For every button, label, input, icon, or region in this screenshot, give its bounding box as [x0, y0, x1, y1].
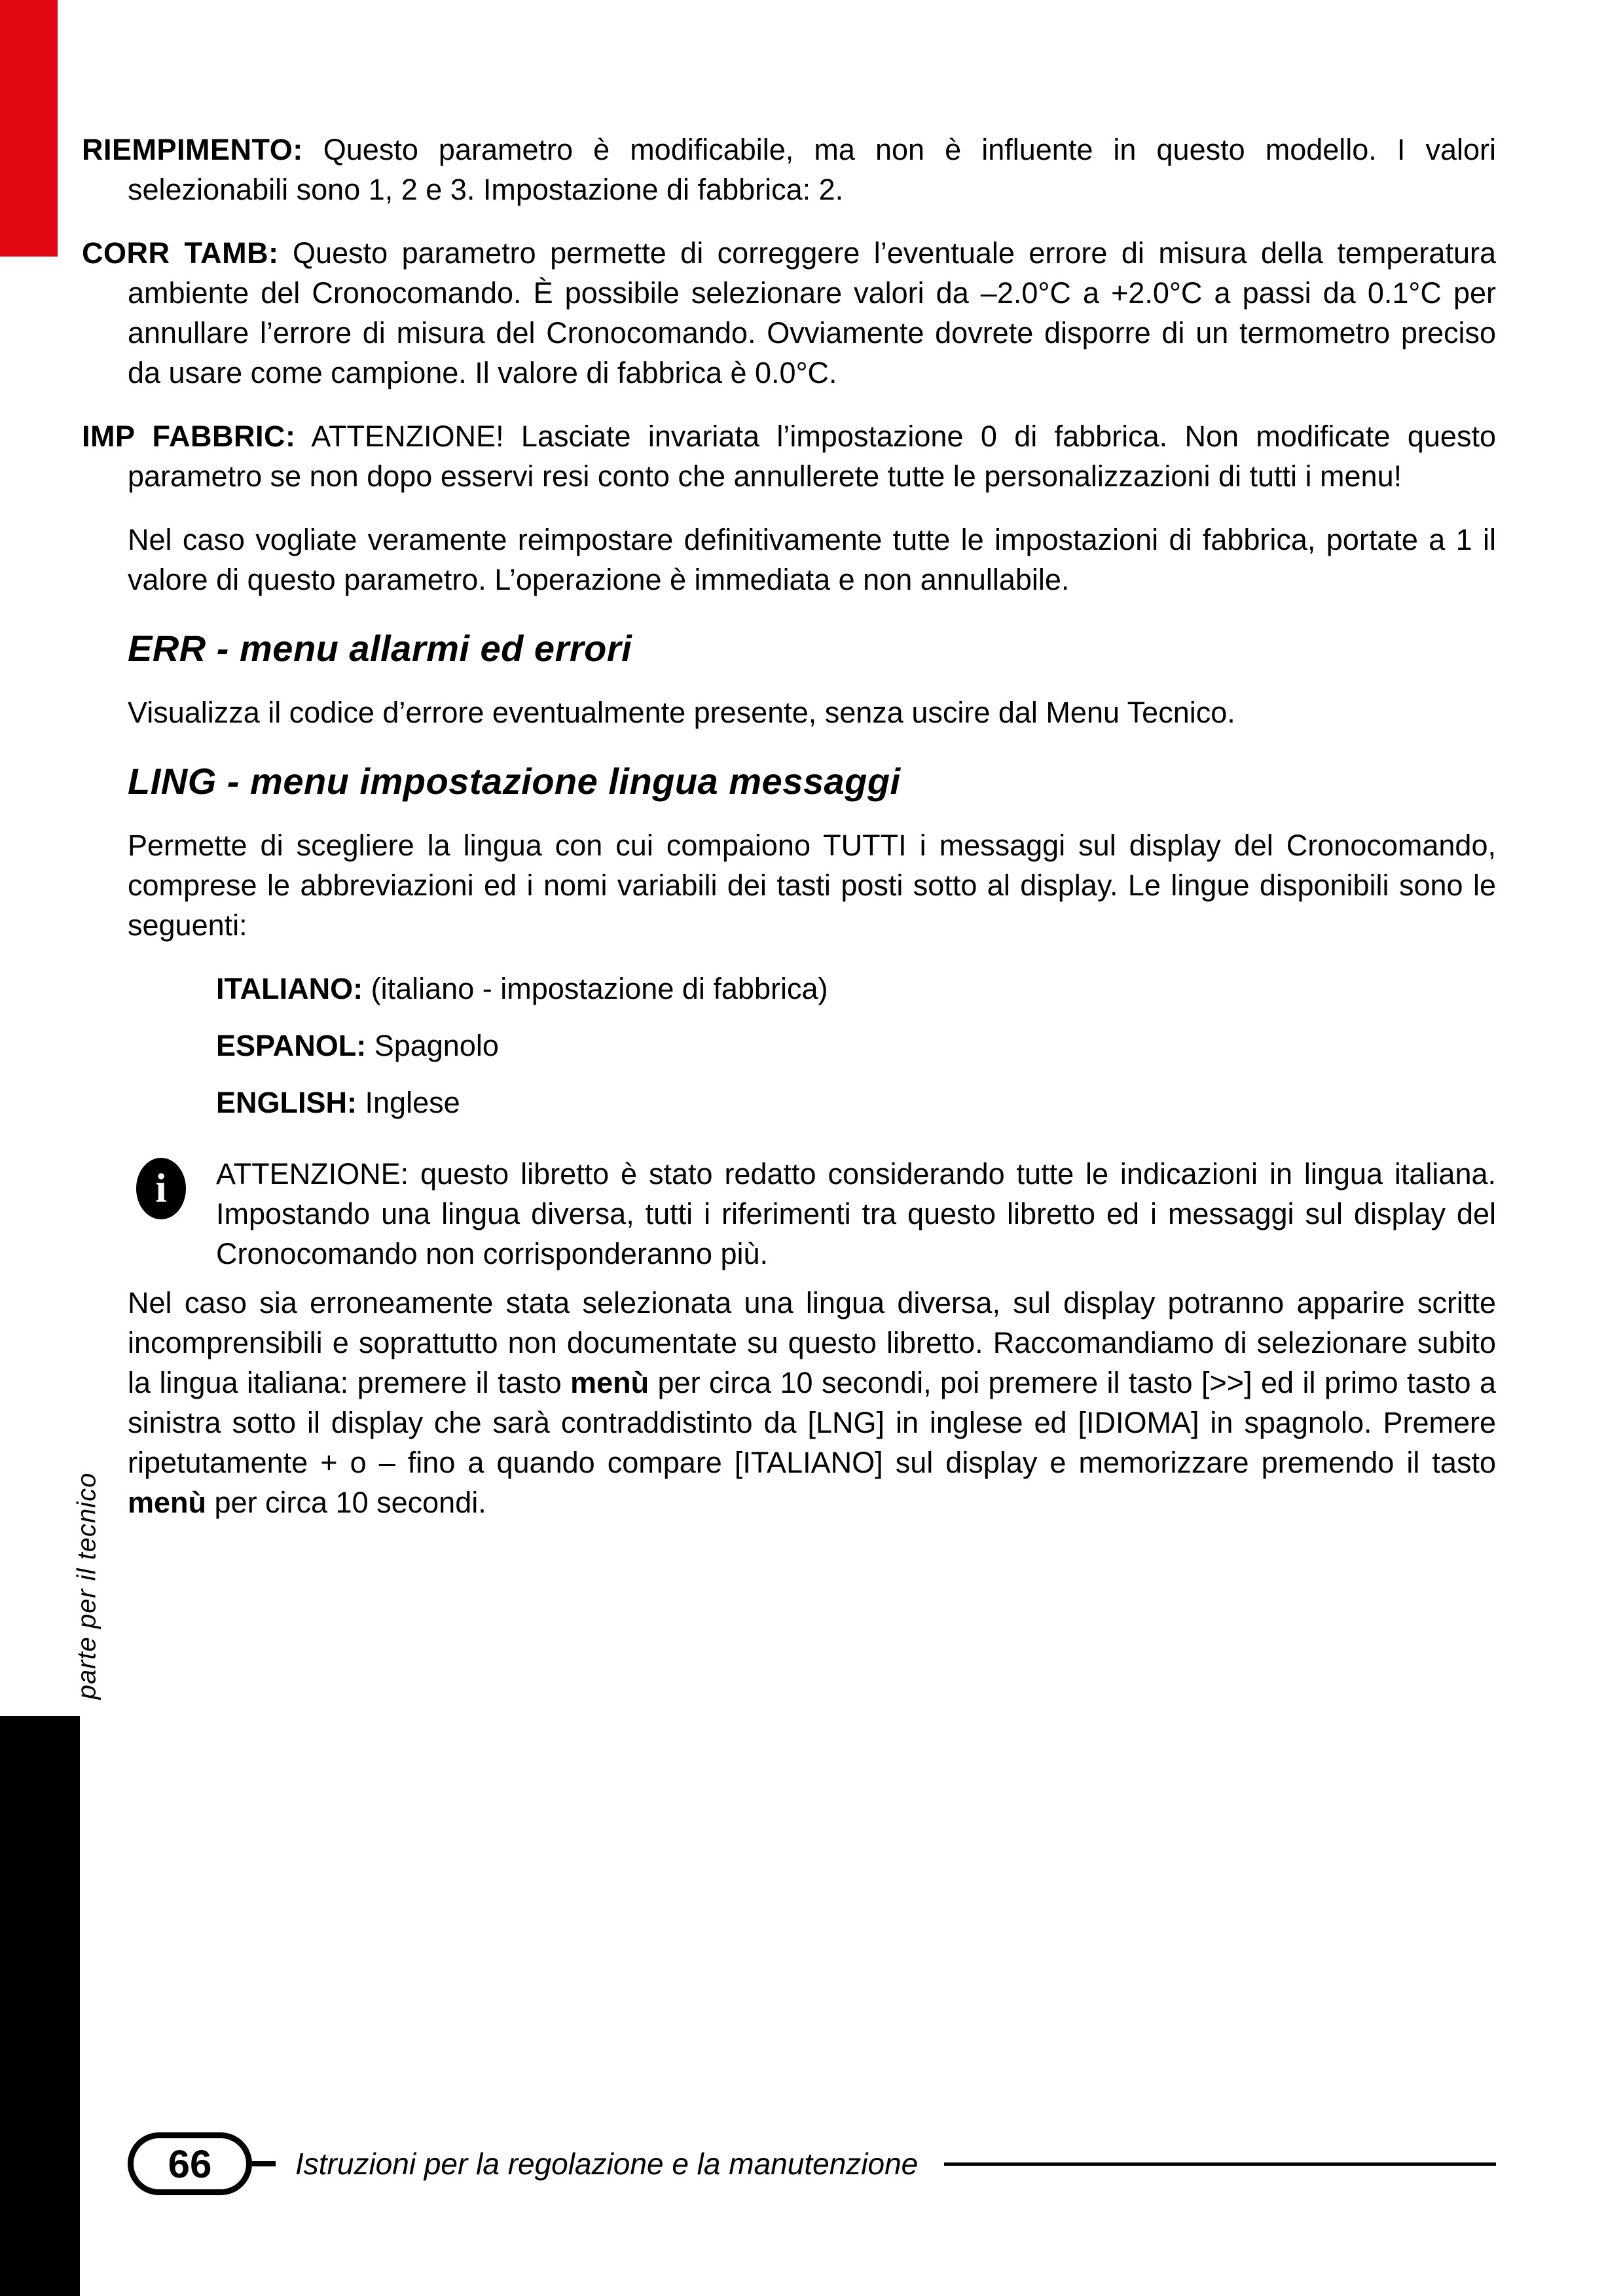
- attention-note-text: ATTENZIONE: questo libretto è stato redatto considerando tutte le indicazioni in lingua italiana. Impostando una lingua diversa, tutti i riferimenti tra questo libretto ed i messaggi sul display del Cronocomando non corrisponderanno più.: [216, 1157, 1496, 1270]
- section-body-err: Visualizza il codice d’errore eventualmente presente, senza uscire dal Menu Tecnico.: [128, 696, 1235, 729]
- page-body: [82, 130, 1496, 1546]
- menu-key-label: menù: [128, 1486, 207, 1519]
- language-item-english: [216, 1083, 1496, 1122]
- param-label: IMP FABBRIC:: [82, 420, 296, 453]
- language-desc: Spagnolo: [374, 1029, 499, 1062]
- footer-caption: Istruzioni per la regolazione e la manutenzione: [295, 2147, 919, 2181]
- closing-text: per circa 10 secondi.: [206, 1486, 486, 1519]
- paragraph-language-recovery: [128, 1283, 1496, 1522]
- paragraph-riempimento: [82, 130, 1496, 209]
- language-desc: (italiano - impostazione di fabbrica): [371, 972, 828, 1005]
- black-edge-tab: [0, 1716, 80, 2296]
- param-text: Questo parametro è modificabile, ma non è influente in questo modello. I valori selezionabili sono 1, 2 e 3. Impostazione di fabbrica: 2.: [128, 133, 1496, 206]
- page-number-badge: 66: [128, 2132, 252, 2195]
- closing-text: Nel caso sia erroneamente stata selezionata una lingua diversa, sul display potranno apparire scritte incomprensibili e soprattutto non documentate su questo libretto. Raccomandiamo di selezionare subito la lingua italiana: premere il tasto: [128, 1286, 1496, 1399]
- language-item-italiano: [216, 969, 1496, 1009]
- param-label: RIEMPIMENTO:: [82, 133, 303, 166]
- footer-rule: [944, 2162, 1496, 2166]
- page-footer: [128, 2132, 1496, 2195]
- language-label: ENGLISH:: [216, 1086, 357, 1119]
- language-label: ITALIANO:: [216, 972, 363, 1005]
- paragraph-imp-fabbric: [82, 416, 1496, 496]
- footer-dash: [252, 2161, 276, 2166]
- red-edge-tab: [0, 0, 58, 257]
- closing-text: per circa 10 secondi, poi premere il tasto [>>] ed il primo tasto a sinistra sotto il display che sarà contraddistinto da [LNG] in inglese ed [IDIOMA] in spagnolo. Premere ripetutamente + o – fino a quando compare [ITALIANO] sul display e memorizzare premendo il tasto: [128, 1366, 1496, 1479]
- attention-note: [155, 1154, 1496, 1274]
- section-heading-err: ERR - menu allarmi ed errori: [128, 628, 632, 669]
- menu-key-label: menù: [570, 1366, 649, 1399]
- section-heading-ling: LING - menu impostazione lingua messaggi: [128, 761, 901, 802]
- param-text: Questo parametro permette di correggere l’eventuale errore di misura della temperatura ambiente del Cronocomando. È possibile selezionare valori da –2.0°C a +2.0°C a passi da 0.1°C per annullare l’errore di misura del Cronocomando. Ovviamente dovrete disporre di un termometro preciso da usare come campione. Il valore di fabbrica è 0.0°C.: [128, 236, 1496, 389]
- param-label: CORR TAMB:: [82, 236, 279, 270]
- paragraph-imp-fabbric-note: Nel caso vogliate veramente reimpostare definitivamente tutte le impostazioni di fabbrica, portate a 1 il valore di questo parametro. L’operazione è immediata e non annullabile.: [128, 523, 1496, 596]
- param-text: ATTENZIONE! Lasciate invariata l’impostazione 0 di fabbrica. Non modificate questo parametro se non dopo esservi resi conto che annullerete tutte le personalizzazioni di tutti i menu!: [128, 420, 1496, 493]
- sidebar-section-label: parte per il tecnico: [72, 1472, 101, 1700]
- section-body-ling: Permette di scegliere la lingua con cui compaiono TUTTI i messaggi sul display del Cronocomando, comprese le abbreviazioni ed i nomi variabili dei tasti posti sotto al display. Le lingue disponibili sono le seguenti:: [128, 829, 1496, 942]
- language-label: ESPANOL:: [216, 1029, 367, 1062]
- language-item-espanol: [216, 1026, 1496, 1066]
- language-desc: Inglese: [365, 1086, 460, 1119]
- info-icon: i: [136, 1158, 186, 1219]
- paragraph-corr-tamb: [82, 233, 1496, 393]
